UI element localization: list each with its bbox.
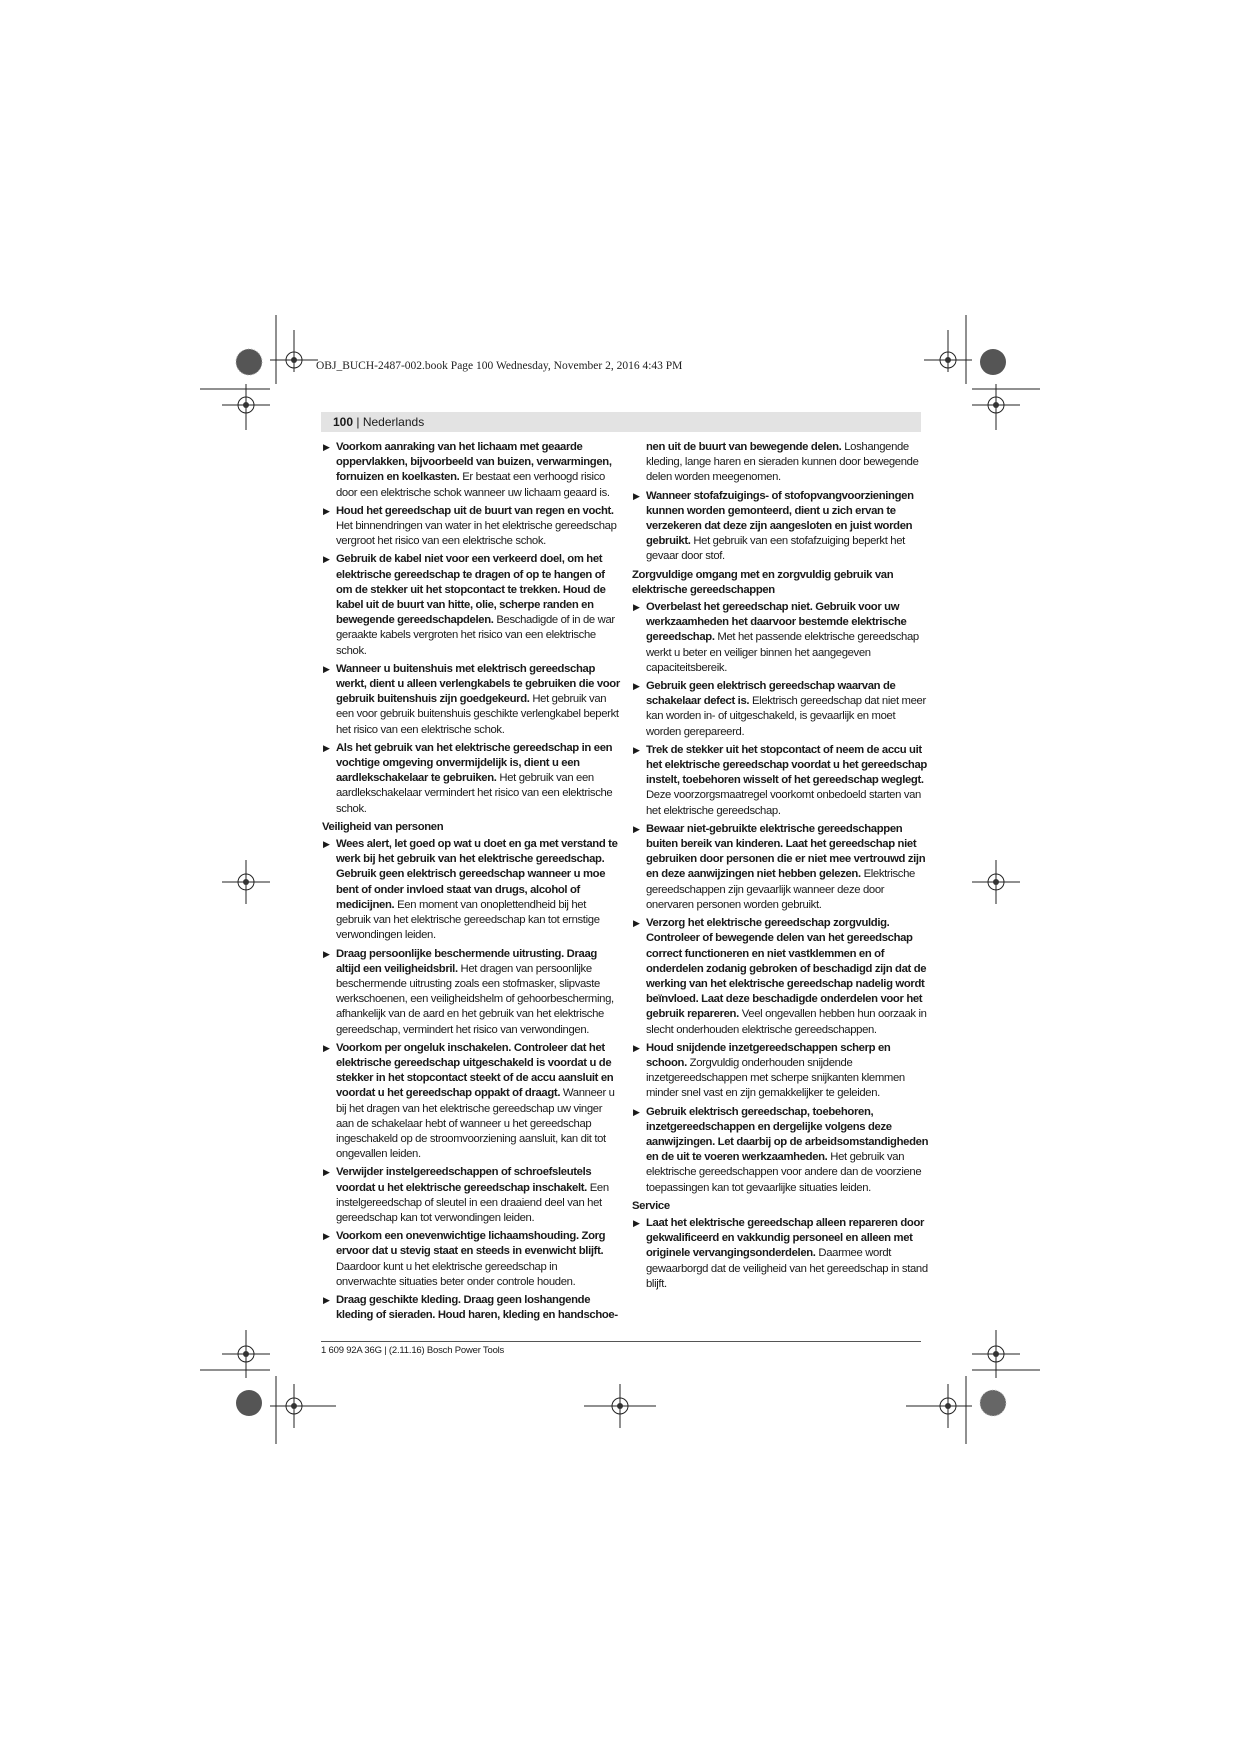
right-list-2: [632, 600, 930, 1196]
bullet-bold-text: Verzorg het elektrische gereedschap zorgvuldig. Controleer of bewegende delen van het gereedschap correct functioneren en niet vastklemmen en of onderdelen zodanig gebroken of beschadigd zijn dat de werking van het elektrische gereedschap nadelig wordt beïnvloed. Laat deze beschadigde onderdelen voor het gebruik repareren.: [646, 917, 927, 1021]
bullet-arrow-icon: ▶: [323, 1042, 330, 1053]
bullet-arrow-icon: ▶: [323, 1294, 330, 1305]
bullet-body-text: Het gebruik van elektrische gereedschappen voor andere dan de voorziene toepassingen kan tot gevaarlijke situaties leiden.: [646, 1151, 922, 1194]
page-footer: 1 609 92A 36G | (2.11.16) Bosch Power Tools: [321, 1345, 505, 1356]
bullet-arrow-icon: ▶: [633, 823, 640, 834]
header-separator: |: [353, 415, 363, 429]
bullet-item: [322, 440, 620, 501]
bullet-bold-text: Wees alert, let goed op wat u doet en ga met verstand te werk bij het gebruik van het elektrische gereedschap. Gebruik geen elektrisch gereedschap wanneer u moe bent of onder invloed staat van drugs, alcohol of medicijnen.: [336, 838, 618, 911]
bullet-bold-text: Gebruik geen elektrisch gereedschap waarvan de schakelaar defect is.: [646, 680, 896, 708]
bullet-arrow-icon: ▶: [633, 744, 640, 755]
left-list-2: [322, 837, 620, 1323]
bullet-arrow-icon: ▶: [323, 948, 330, 959]
continuation-paragraph: [632, 440, 930, 486]
bullet-item: [632, 916, 930, 1038]
left-column: [322, 440, 620, 1326]
bullet-bold-text: Verwijder instelgereedschappen of schroefsleutels voordat u het elektrische gereedschap inschakelt.: [336, 1166, 592, 1194]
bullet-item: [322, 552, 620, 658]
continuation-text: Loshangende kleding, lange haren en sieraden kunnen door bewegende delen worden meegenomen.: [646, 441, 919, 484]
bullet-arrow-icon: ▶: [323, 839, 330, 850]
bullet-body-text: Er bestaat een verhoogd risico door een elektrische schok wanneer uw lichaam geaard is.: [336, 471, 610, 499]
bullet-bold-text: Draag geschikte kleding. Draag geen loshangende kleding of sieraden. Houd haren, kleding en handschoe-: [336, 1293, 618, 1322]
bullet-arrow-icon: ▶: [323, 1231, 330, 1242]
bullet-body-text: Deze voorzorgsmaatregel voorkomt onbedoeld starten van het elektrische gereedschap.: [646, 789, 921, 817]
bullet-bold-text: Draag persoonlijke beschermende uitrusting. Draag altijd een veiligheidsbril.: [336, 947, 597, 975]
bullet-item: [322, 947, 620, 1038]
bullet-bold-text: Als het gebruik van het elektrische gereedschap in een vochtige omgeving onvermijdelijk is, dient u een aardlekschakelaar te gebruiken.: [336, 741, 613, 785]
page-number: 100: [333, 415, 354, 429]
continuation-bold: nen uit de buurt van bewegende delen.: [646, 441, 842, 453]
bullet-bold-text: Gebruik de kabel niet voor een verkeerd doel, om het elektrische gereedschap te dragen of op te hangen of om de stekker uit het stopcontact te trekken. Houd de kabel uit de buurt van hitte, olie, scherpe randen en bewegende gereedschapdelen.: [336, 553, 606, 627]
header-section: Nederlands: [362, 415, 425, 429]
bullet-bold-text: Wanneer stofafzuigings- of stofopvangvoorzieningen kunnen worden gemonteerd, dient u zich ervan te verzekeren dat deze zijn aangesloten en juist worden gebruikt.: [646, 489, 914, 548]
bullet-arrow-icon: ▶: [323, 1167, 330, 1178]
bullet-body-text: Daardoor kunt u het elektrische gereedschap in onverwachte situaties beter onder controle houden.: [336, 1260, 576, 1288]
bullet-body-text: Elektrisch gereedschap dat niet meer kan worden in- of uitgeschakeld, is gevaarlijk en moet worden gerepareerd.: [646, 695, 926, 738]
bullet-body-text: Een instelgereedschap of sleutel in een draaiend deel van het gereedschap kan tot verwondingen leiden.: [336, 1181, 609, 1224]
bullet-arrow-icon: ▶: [323, 742, 330, 753]
bullet-arrow-icon: ▶: [633, 490, 640, 501]
print-slug: OBJ_BUCH-2487-002.book Page 100 Wednesday, November 2, 2016 4:43 PM: [316, 360, 683, 372]
bullet-bold-text: Houd het gereedschap uit de buurt van regen en vocht.: [336, 504, 614, 517]
bullet-body-text: Zorgvuldig onderhouden snijdende inzetgereedschappen met scherpe snijkanten klemmen minder snel vast en zijn gemakkelijker te geleiden.: [646, 1056, 905, 1100]
right-column: [632, 440, 930, 1295]
bullet-item: [322, 1165, 620, 1226]
bullet-body-text: Wanneer u bij het dragen van het elektrische gereedschap uw vinger aan de schakelaar hebt of wanneer u het gereedschap ingeschakeld op de stroomvoorziening aansluit, kan dit tot ongevallen leiden.: [336, 1087, 615, 1161]
bullet-bold-text: Voorkom per ongeluk inschakelen. Controleer dat het elektrische gereedschap uitgeschakeld is voordat u de stekker in het stopcontact steekt of de accu aansluit en voordat u het gereedschap oppakt of draagt.: [336, 1041, 614, 1100]
section-title-service: Service: [632, 1199, 670, 1212]
bullet-arrow-icon: ▶: [633, 918, 640, 929]
section-title-personen: Veiligheid van personen: [322, 820, 444, 833]
bullet-bold-text: Houd snijdende inzetgereedschappen scherp en schoon.: [646, 1041, 891, 1069]
footer-rule: [321, 1341, 921, 1342]
bullet-bold-text: Overbelast het gereedschap niet. Gebruik voor uw werkzaamheden het daarvoor bestemde elektrische gereedschap.: [646, 601, 907, 644]
bullet-arrow-icon: ▶: [633, 1217, 640, 1228]
bullet-bold-text: Voorkom aanraking van het lichaam met geaarde oppervlakken, bijvoorbeeld van buizen, verwarmingen, fornuizen en koelkasten.: [336, 441, 612, 484]
bullet-item: [322, 741, 620, 817]
page-header: [321, 412, 921, 432]
right-list-1: [632, 489, 930, 565]
bullet-arrow-icon: ▶: [633, 602, 640, 613]
bullet-item: [632, 743, 930, 819]
bullet-item: [322, 662, 620, 738]
left-list-1: [322, 440, 620, 817]
bullet-item: [632, 822, 930, 913]
bullet-arrow-icon: ▶: [633, 1042, 640, 1053]
bullet-item: [322, 1229, 620, 1290]
bullet-body-text: Elektrische gereedschappen zijn gevaarlijk wanneer deze door onervaren personen worden gebruikt.: [646, 868, 915, 911]
bullet-bold-text: Trek de stekker uit het stopcontact of neem de accu uit het elektrische gereedschap voordat u het gereedschap instelt, toebehoren wisselt of het gereedschap weglegt.: [646, 743, 927, 787]
bullet-body-text: Beschadigde of in de war geraakte kabels vergroten het risico van een elektrische schok.: [336, 614, 615, 657]
bullet-body-text: Het dragen van persoonlijke beschermende uitrusting zoals een stofmasker, slipvaste werkschoenen, een veiligheidshelm of gehoorbescherming, afhankelijk van de aard en het gebruik van het elektrische gereedschap, vermindert het risico van verwondingen.: [336, 962, 614, 1036]
bullet-arrow-icon: ▶: [633, 1106, 640, 1117]
right-list-3: [632, 1216, 930, 1292]
bullet-item: [632, 679, 930, 740]
bullet-body-text: Het gebruik van een voor gebruik buitenshuis geschikte verlengkabel beperkt het risico van een elektrische schok.: [336, 693, 619, 736]
bullet-item: [632, 1041, 930, 1102]
bullet-arrow-icon: ▶: [633, 681, 640, 692]
bullet-body-text: Het gebruik van een stofafzuiging beperkt het gevaar door stof.: [646, 535, 905, 563]
bullet-item: [632, 1105, 930, 1196]
bullet-bold-text: Wanneer u buitenshuis met elektrisch gereedschap werkt, dient u alleen verlengkabels te gebruiken die voor gebruik buitenshuis zijn goedgekeurd.: [336, 662, 620, 706]
bullet-body-text: Het gebruik van een aardlekschakelaar vermindert het risico van een elektrische schok.: [336, 772, 613, 815]
bullet-bold-text: Gebruik elektrisch gereedschap, toebehoren, inzetgereedschappen en dergelijke volgens deze aanwijzingen. Let daarbij op de arbeidsomstandigheden en de uit te voeren werkzaamheden.: [646, 1105, 929, 1164]
bullet-bold-text: Voorkom een onevenwichtige lichaamshouding. Zorg ervoor dat u stevig staat en steeds in evenwicht blijft.: [336, 1230, 606, 1258]
bullet-body-text: Daarmee wordt gewaarborgd dat de veiligheid van het gereedschap in stand blijft.: [646, 1247, 928, 1290]
bullet-body-text: Met het passende elektrische gereedschap werkt u beter en veiliger binnen het aangegeven capaciteitsbereik.: [646, 631, 919, 674]
bullet-arrow-icon: ▶: [323, 663, 330, 674]
bullet-arrow-icon: ▶: [323, 442, 330, 452]
bullet-arrow-icon: ▶: [323, 554, 330, 565]
bullet-bold-text: Bewaar niet-gebruikte elektrische gereedschappen buiten bereik van kinderen. Laat het gereedschap niet gebruiken door personen die er niet mee vertrouwd zijn en deze aanwijzingen niet hebben gelezen.: [646, 822, 926, 881]
bullet-item: [322, 504, 620, 550]
bullet-item: [322, 1041, 620, 1163]
bullet-arrow-icon: ▶: [323, 505, 330, 516]
bullet-item: [632, 1216, 930, 1292]
bullet-item: [632, 489, 930, 565]
bullet-item: [632, 600, 930, 676]
bullet-body-text: Een moment van onoplettendheid bij het gebruik van het elektrische gereedschap kan tot ernstige verwondingen leiden.: [336, 898, 600, 942]
bullet-body-text: Het binnendringen van water in het elektrische gereedschap vergroot het risico van een elektrische schok.: [336, 520, 617, 548]
bullet-item: [322, 837, 620, 943]
bullet-item: [322, 1293, 620, 1323]
section-title-gereedschappen: Zorgvuldige omgang met en zorgvuldig gebruik van elektrische gereedschappen: [632, 568, 894, 596]
bullet-body-text: Veel ongevallen hebben hun oorzaak in slecht onderhouden elektrische gereedschappen.: [646, 1008, 927, 1036]
bullet-bold-text: Laat het elektrische gereedschap alleen repareren door gekwalificeerd en vakkundig personeel en alleen met originele vervangingsonderdelen.: [646, 1216, 925, 1260]
